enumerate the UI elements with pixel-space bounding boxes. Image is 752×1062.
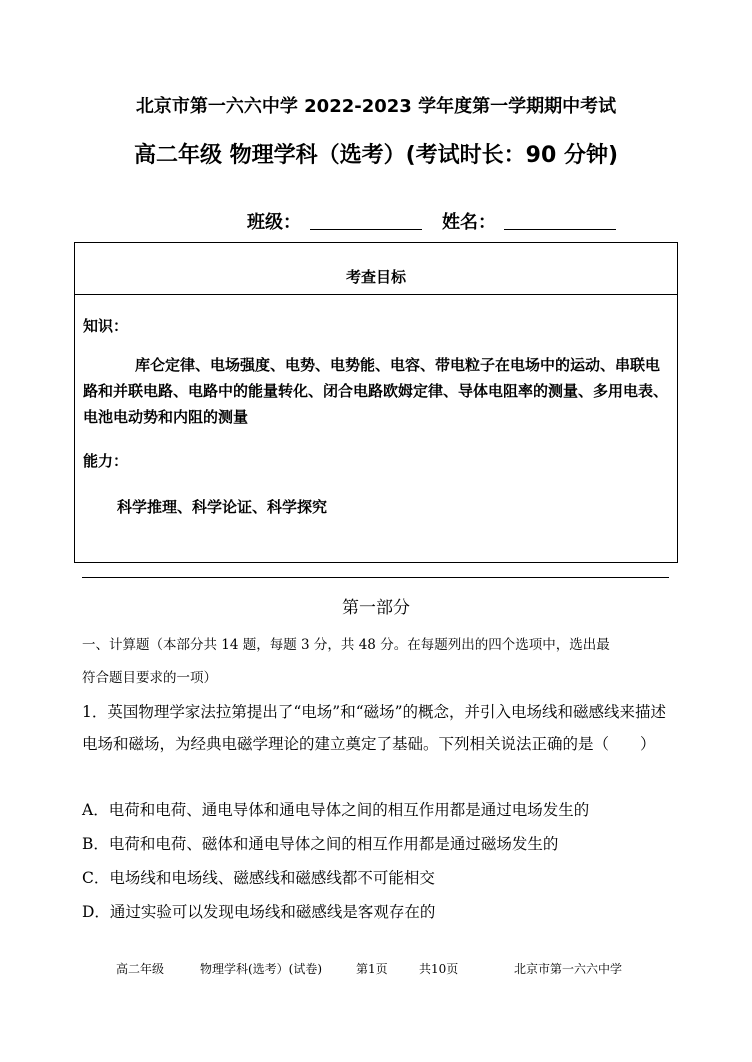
footer-subject: 物理学科(选考）(试卷) (200, 962, 323, 976)
knowledge-label: 知识： (83, 317, 129, 335)
knowledge-text: 库仑定律、电场强度、电势、电势能、电容、带电粒子在电场中的运动、串联电路和并联电路、电路中的能量转化、闭合电路欧姆定律、导体电阻率的测量、多用电表、电池电动势和内阻的测量 (83, 356, 669, 426)
section-divider (82, 577, 669, 578)
class-blank[interactable] (310, 229, 422, 230)
option-c[interactable]: C．电场线和电场线、磁感线和磁感线都不可能相交 (82, 869, 435, 887)
objectives-heading: 考查目标 (345, 268, 406, 286)
footer-school: 北京市第一六六中学 (514, 962, 623, 976)
objectives-divider (74, 294, 678, 295)
option-d[interactable]: D．通过实验可以发现电场线和磁感线是客观存在的 (82, 903, 436, 921)
footer-page-total: 共10页 (419, 962, 459, 976)
ability-text: 科学推理、科学论证、科学探究 (117, 498, 328, 516)
option-b[interactable]: B．电荷和电荷、磁体和通电导体之间的相互作用都是通过磁场发生的 (82, 835, 559, 853)
instructions-line-2: 符合题目要求的一项） (82, 670, 217, 686)
instructions-line-1: 一、计算题（本部分共 14 题，每题 3 分，共 48 分。在每题列出的四个选项中，选出最 (82, 637, 610, 653)
exam-subtitle: 高二年级 物理学科（选考）(考试时长：90 分钟) (133, 143, 619, 168)
footer-grade: 高二年级 (116, 962, 165, 976)
exam-title: 北京市第一六六中学 2022-2023 学年度第一学期期中考试 (135, 96, 617, 117)
name-label: 姓名： (442, 212, 496, 233)
ability-label: 能力： (83, 452, 129, 470)
question-1-stem: 1．英国物理学家法拉第提出了“电场”和“磁场”的概念，并引入电场线和磁感线来描述电场和磁场，为经典电磁学理论的建立奠定了基础。下列相关说法正确的是（ ） (82, 703, 667, 753)
class-label: 班级： (247, 212, 301, 233)
name-blank[interactable] (504, 229, 616, 230)
part-title: 第一部分 (342, 598, 410, 618)
footer-page-number: 第1页 (356, 962, 388, 976)
option-a[interactable]: A．电荷和电荷、通电导体和通电导体之间的相互作用都是通过电场发生的 (82, 801, 590, 819)
